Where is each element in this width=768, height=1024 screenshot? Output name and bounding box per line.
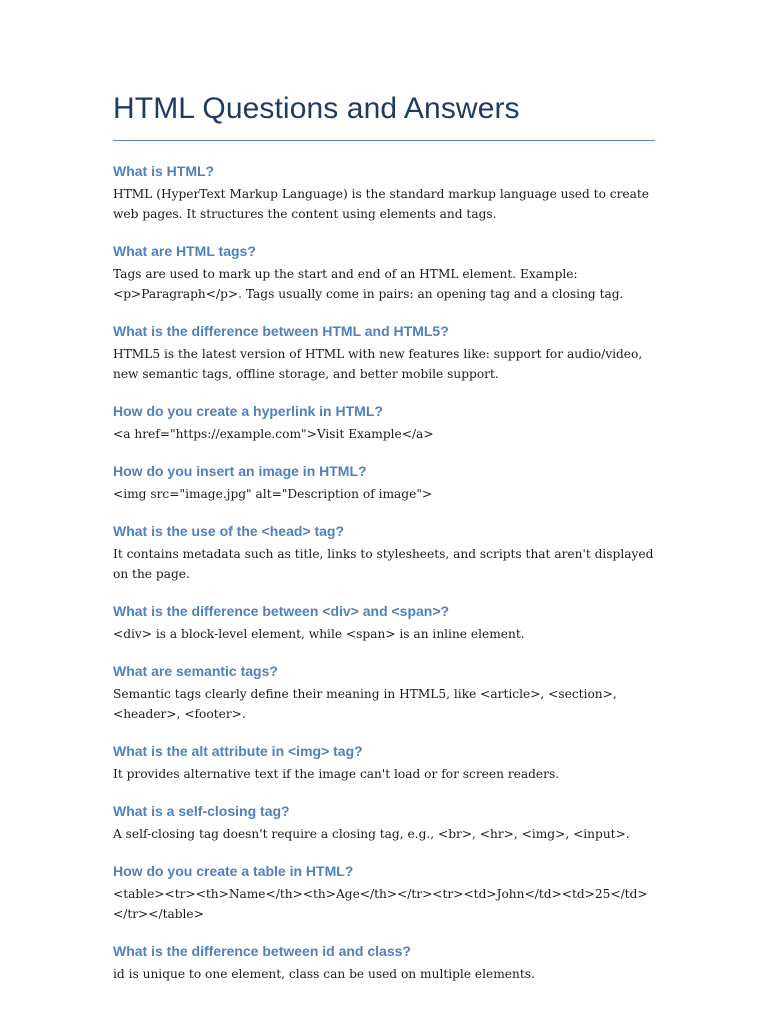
question-heading: What is a self-closing tag? — [113, 803, 290, 819]
answer-text: Semantic tags clearly define their meaning in HTML5, like <article>, <section>, <header>, <footer>. — [113, 687, 617, 721]
qa-item — [113, 931, 655, 984]
question-heading: What is HTML? — [113, 163, 215, 179]
question-heading: What is the use of the <head> tag? — [113, 523, 345, 539]
answer-text: id is unique to one element, class can be used on multiple elements. — [113, 967, 535, 981]
answer-text: <div> is a block-level element, while <span> is an inline element. — [113, 627, 525, 641]
answer-text: It contains metadata such as title, links to stylesheets, and scripts that aren't displayed on the page. — [113, 547, 654, 581]
qa-item — [113, 391, 655, 444]
qa-item — [113, 791, 655, 844]
qa-item — [113, 511, 655, 584]
document-page — [113, 88, 655, 991]
qa-item — [113, 651, 655, 724]
qa-item — [113, 851, 655, 924]
question-heading: What are semantic tags? — [113, 663, 278, 679]
qa-item — [113, 591, 655, 644]
answer-text: <a href="https://example.com">Visit Example</a> — [113, 427, 434, 441]
question-heading: What is the difference between <div> and <span>? — [113, 603, 450, 619]
question-heading: How do you create a table in HTML? — [113, 863, 354, 879]
question-heading: What is the difference between id and class? — [113, 943, 411, 959]
question-heading: What is the alt attribute in <img> tag? — [113, 743, 363, 759]
answer-text: <img src="image.jpg" alt="Description of image"> — [113, 487, 433, 501]
qa-item — [113, 151, 655, 224]
document-title: HTML Questions and Answers — [113, 92, 520, 125]
qa-item — [113, 451, 655, 504]
answer-text: Tags are used to mark up the start and end of an HTML element. Example: <p>Paragraph</p>. Tags usually come in pairs: an opening tag and a closing tag. — [113, 267, 624, 301]
answer-text: HTML5 is the latest version of HTML with new features like: support for audio/video, new semantic tags, offline storage, and better mobile support. — [113, 347, 643, 381]
title-underline-rule — [113, 140, 655, 141]
answer-text: It provides alternative text if the image can't load or for screen readers. — [113, 767, 560, 781]
qa-item — [113, 231, 655, 304]
question-heading: How do you insert an image in HTML? — [113, 463, 367, 479]
answer-text: HTML (HyperText Markup Language) is the standard markup language used to create web pages. It structures the content using elements and tags. — [113, 187, 650, 221]
answer-text: A self-closing tag doesn't require a closing tag, e.g., <br>, <hr>, <img>, <input>. — [113, 827, 630, 841]
qa-item — [113, 731, 655, 784]
qa-list — [113, 151, 655, 984]
question-heading: What are HTML tags? — [113, 243, 256, 259]
answer-text: <table><tr><th>Name</th><th>Age</th></tr><tr><td>John</td><td>25</td></tr></table> — [113, 887, 648, 921]
question-heading: How do you create a hyperlink in HTML? — [113, 403, 383, 419]
qa-item — [113, 311, 655, 384]
question-heading: What is the difference between HTML and HTML5? — [113, 323, 449, 339]
